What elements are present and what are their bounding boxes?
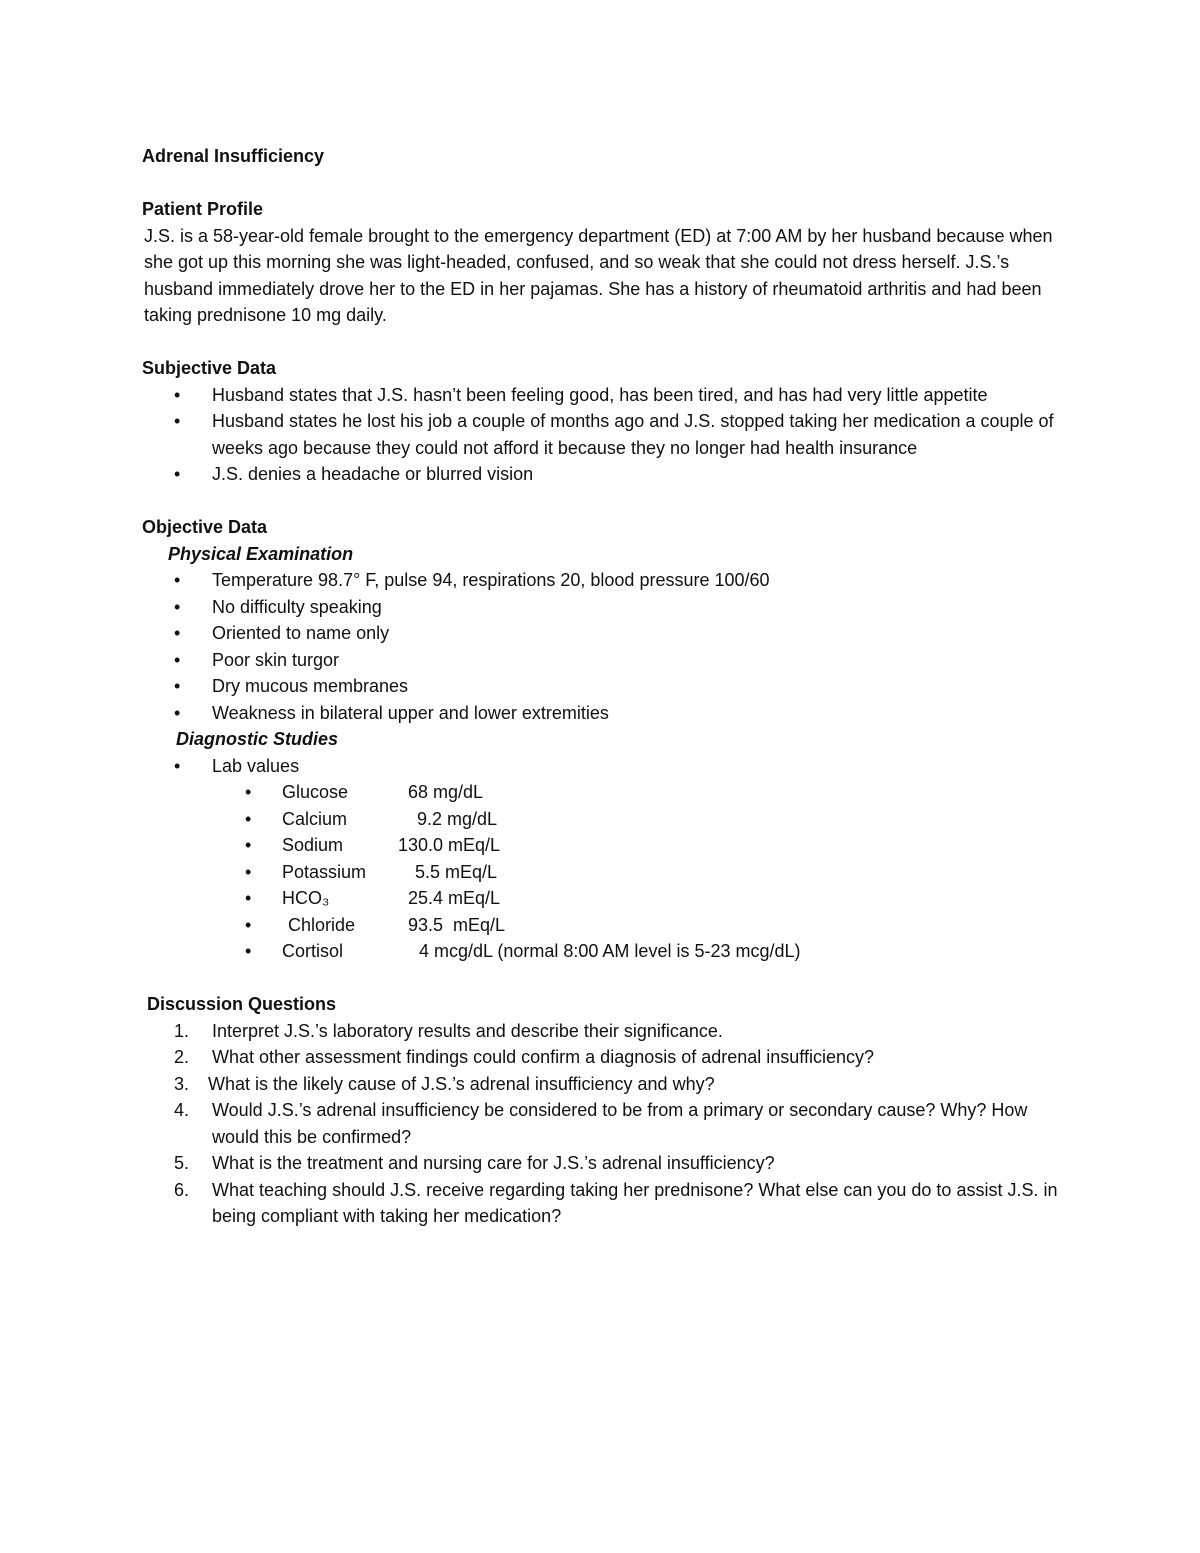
discussion-questions-list (142, 1018, 1072, 1230)
diagnostic-studies-list (142, 753, 1072, 780)
patient-profile-text: J.S. is a 58-year-old female brought to the emergency department (ED) at 7:00 AM by her husband because when she got up this morning she was light-headed, confused, and so weak that she could not dress herself. J.S.’s husband immediately drove her to the ED in her pajamas. She has a history of rheumatoid arthritis and had been taking prednisone 10 mg daily. (144, 225, 1053, 325)
lab-row-hco3 (142, 885, 1072, 912)
lab-name: HCO₃ (282, 888, 330, 908)
question-text: Interpret J.S.’s laboratory results and describe their significance. (212, 1020, 723, 1041)
lab-name: Glucose (282, 782, 349, 802)
question-text: Would J.S.’s adrenal insufficiency be considered to be from a primary or secondary cause? Why? How would this be confirmed? (212, 1100, 1028, 1147)
lab-name: Calcium (282, 808, 348, 829)
lab-value: 9.2 mg/dL (417, 808, 498, 829)
lab-name: Potassium (282, 861, 367, 882)
lab-name: Cortisol (282, 941, 344, 961)
objective-data-heading: Objective Data (142, 517, 268, 537)
document-title: Adrenal Insufficiency (142, 146, 325, 166)
list-item: • Dry mucous membranes (142, 673, 1072, 700)
subjective-data-list (142, 382, 1072, 488)
lab-value: 4 mcg/dL (normal 8:00 AM level is 5-23 mcg/dL) (419, 941, 801, 961)
lab-name: Chloride (288, 914, 356, 935)
question-item (142, 1044, 1072, 1071)
list-item: • Temperature 98.7° F, pulse 94, respirations 20, blood pressure 100/60 (142, 567, 1072, 594)
lab-name: Sodium (282, 835, 344, 855)
question-number: 1. (174, 1020, 190, 1041)
question-item (142, 1018, 1072, 1045)
patient-profile-heading: Patient Profile (142, 199, 264, 219)
lab-row-calcium (142, 806, 1072, 833)
list-item: • No difficulty speaking (142, 594, 1072, 621)
list-item: • Poor skin turgor (142, 647, 1072, 674)
document-content (142, 143, 1072, 1230)
question-text: What teaching should J.S. receive regarding taking her prednisone? What else can you do to assist J.S. in being compliant with taking her medication? (212, 1179, 1058, 1226)
lab-value: 25.4 mEq/L (408, 888, 501, 908)
question-text: What is the treatment and nursing care for J.S.’s adrenal insufficiency? (212, 1153, 775, 1173)
lab-value: 68 mg/dL (408, 782, 484, 802)
question-item (142, 1150, 1072, 1177)
lab-row-sodium (142, 832, 1072, 859)
question-item (142, 1097, 1072, 1150)
question-number: 2. (174, 1047, 190, 1067)
question-number: 3. (174, 1073, 190, 1094)
list-item: • Husband states that J.S. hasn’t been feeling good, has been tired, and has had very little appetite (142, 382, 1072, 409)
physical-examination-list (142, 567, 1072, 726)
question-item (142, 1177, 1072, 1230)
lab-values-list (142, 779, 1072, 965)
list-item: • J.S. denies a headache or blurred vision (142, 461, 1072, 488)
question-number: 5. (174, 1153, 190, 1173)
question-text: What is the likely cause of J.S.’s adrenal insufficiency and why? (208, 1073, 715, 1094)
physical-examination-heading: Physical Examination (168, 543, 354, 564)
lab-value: 5.5 mEq/L (415, 861, 498, 882)
lab-row-potassium (142, 859, 1072, 886)
lab-value: 93.5 mEq/L (408, 914, 506, 935)
list-item: • Oriented to name only (142, 620, 1072, 647)
list-item: • Weakness in bilateral upper and lower extremities (142, 700, 1072, 727)
list-item-lab-values: • Lab values (142, 753, 1072, 780)
lab-row-glucose (142, 779, 1072, 806)
discussion-questions-heading: Discussion Questions (147, 994, 337, 1014)
lab-value: 130.0 mEq/L (398, 835, 501, 855)
list-item: • Husband states he lost his job a couple of months ago and J.S. stopped taking her medication a couple of weeks ago because they could not afford it because they no longer had health insurance (142, 408, 1072, 461)
question-text: What other assessment findings could confirm a diagnosis of adrenal insufficiency? (212, 1047, 875, 1067)
subjective-data-heading: Subjective Data (142, 358, 277, 378)
lab-row-chloride (142, 912, 1072, 939)
question-item (142, 1071, 1072, 1098)
question-number: 4. (174, 1100, 190, 1120)
lab-row-cortisol (142, 938, 1072, 965)
diagnostic-studies-heading: Diagnostic Studies (176, 729, 339, 749)
question-number: 6. (174, 1179, 190, 1200)
